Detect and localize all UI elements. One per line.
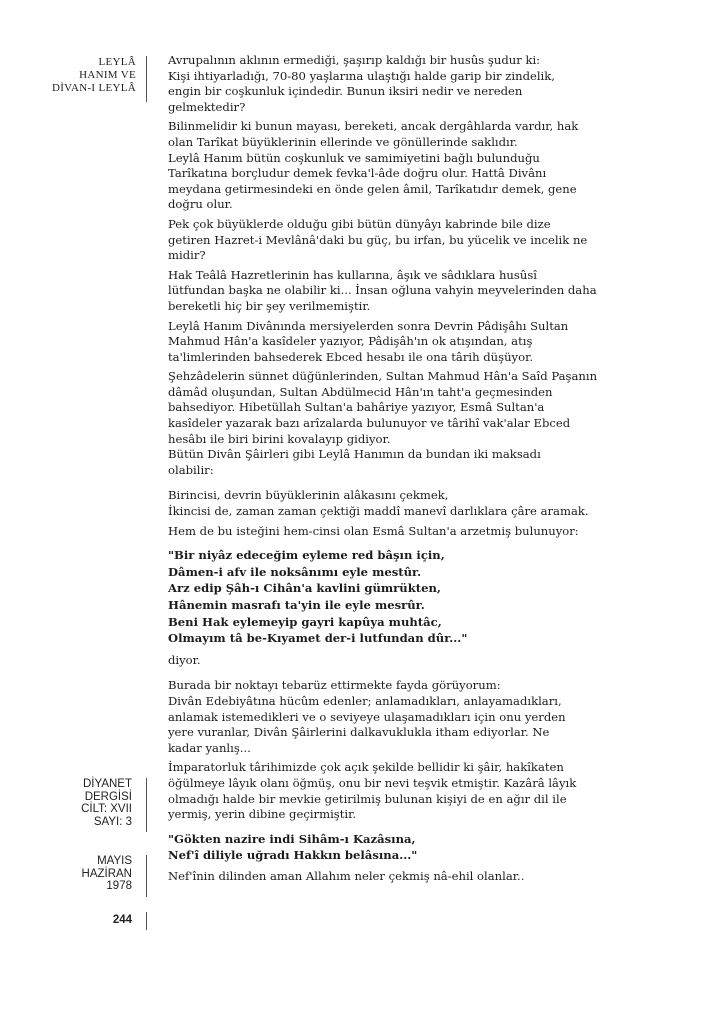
verse-line: Olmayım tâ be-Kıyamet der-i lutfundan dûr..." (168, 631, 468, 646)
quoted-poem (168, 547, 704, 647)
quoted-couplet (168, 831, 704, 863)
margin-rule-info (146, 778, 147, 832)
text-line: Bütün Divân Şâirleri gibi Leylâ Hanımın da bundan iki maksadı (168, 447, 541, 462)
text-line: öğülmeye lâyık olanı öğmüş, onu bir nevi teşvik etmiştir. Kazârâ lâyık (168, 775, 577, 790)
text-line: Tarîkatına borçludur demek fevka'l-âde doğru olur. Hattâ Divânı (168, 166, 547, 181)
margin-journal-info (40, 778, 132, 828)
text-line: Nef'înin dilinden aman Allahım neler çekmiş nâ-ehil olanlar.. (168, 868, 525, 883)
text-line: meydana getirmesindeki en önde gelen âmil, Tarîkatıdır demek, gene (168, 181, 577, 196)
text-line: lütfundan başka ne olabilir ki... İnsan oğluna vahyin meyvelerinden daha (168, 283, 597, 298)
margin-date (40, 855, 132, 893)
margin-title-line: LEYLÂ (98, 56, 136, 68)
text-line: bahsediyor. Hibetüllah Sultan'a bahâriye yazıyor, Esmâ Sultan'a (168, 400, 545, 415)
paragraph (168, 217, 704, 264)
verse-line: Beni Hak eylemeyip gayri kapûya muhtâc, (168, 614, 442, 629)
text-line: Leylâ Hanım bütün coşkunluk ve samimiyetini bağlı bulunduğu (168, 150, 540, 165)
journal-name-line: DİYANET (83, 778, 132, 790)
verse-line: Hânemin masrafı ta'yin ile eyle mesrûr. (168, 598, 425, 612)
paragraph (168, 653, 704, 669)
journal-issue: SAYI: 3 (93, 815, 132, 828)
text-line: İkincisi de, zaman zaman çektiği maddî manevî darlıklara çâre aramak. (168, 504, 589, 519)
text-line: Hem de bu isteğini hem-cinsi olan Esmâ Sultan'a arzetmiş bulunuyor: (168, 523, 579, 538)
text-line: olan Tarîkat büyüklerinin ellerinde ve gönüllerinde saklıdır. (168, 134, 518, 149)
text-line: Leylâ Hanım Divânında mersiyelerden sonra Devrin Pâdişâhı Sultan (168, 318, 569, 333)
date-month-1: MAYIS (97, 855, 132, 867)
text-line: olmadığı halde bir mevkie getirilmiş bulunan kişiyi de en ağır dil ile (168, 791, 567, 806)
text-line: olabilir: (168, 462, 214, 477)
text-line: Hak Teâlâ Hazretlerinin has kullarına, âşık ve sâdıklara husûsî (168, 267, 537, 282)
text-line: Pek çok büyüklerde olduğu gibi bütün dünyâyı kabrinde bile dize (168, 216, 551, 231)
margin-rule-page (146, 912, 147, 930)
text-line: ta'limlerinden bahsederek Ebced hesabı ile ona târih düşüyor. (168, 349, 534, 364)
page-number: 244 (112, 914, 132, 926)
text-line: kadar yanlış... (168, 740, 251, 755)
text-line: Kişi ihtiyarladığı, 70-80 yaşlarına ulaştığı halde garip bir zindelik, (168, 68, 555, 83)
verse-line: Nef'î diliyle uğradı Hakkın belâsına..." (168, 847, 418, 862)
text-line: diyor. (168, 652, 201, 667)
paragraph (168, 369, 704, 478)
paragraph (168, 678, 704, 756)
paragraph (168, 268, 704, 315)
margin-rule-date (146, 855, 147, 897)
text-line: bereketli hiç bir şey verilmemiştir. (168, 298, 371, 313)
text-line: Divân Edebiyâtına hücûm edenler; anlamadıkları, anlayamadıkları, (168, 693, 562, 708)
text-line: yere vuranlar, Divân Şâirlerini dalkavuklukla itham ediyorlar. Ne (168, 725, 550, 740)
margin-rule-top (146, 56, 147, 102)
text-line: getiren Hazret-i Mevlânâ'daki bu güç, bu irfan, bu yücelik ve incelik ne (168, 232, 588, 247)
margin-title-line: DİVAN-I LEYLÂ (51, 82, 136, 94)
paragraph (168, 869, 704, 885)
paragraph (168, 524, 704, 540)
date-month-2: HAZİRAN (81, 867, 132, 880)
article-body (168, 53, 704, 888)
text-line: dâmâd oluşundan, Sultan Abdülmecid Hân'ın taht'a geçmesinden (168, 384, 553, 399)
paragraph (168, 119, 704, 213)
date-year: 1978 (106, 880, 132, 892)
text-line: engin bir coşkunluk içindedir. Bunun iksiri nedir ve nereden (168, 84, 523, 99)
text-line: Burada bir noktayı tebarüz ettirmekte fayda görüyorum: (168, 678, 501, 693)
text-line: Birincisi, devrin büyüklerinin alâkasını çekmek, (168, 488, 449, 503)
text-line: gelmektedir? (168, 99, 246, 114)
text-line: anlamak istemedikleri ve o seviyeye ulaşamadıkları için onu yerden (168, 709, 566, 724)
verse-line: Dâmen-i afv ile noksânımı eyle mestûr. (168, 564, 422, 579)
text-line: hesâbı ile biri birini kovalayıp gidiyor. (168, 431, 391, 446)
text-line: Şehzâdelerin sünnet düğünlerinden, Sultan Mahmud Hân'a Saîd Paşanın (168, 369, 598, 384)
text-line: midir? (168, 248, 206, 263)
paragraph (168, 319, 704, 366)
journal-volume: CİLT: XVII (81, 803, 132, 815)
paragraph (168, 53, 704, 115)
paragraph (168, 760, 704, 822)
text-line: Avrupalının aklının ermediği, şaşırıp kaldığı bir husûs şudur ki: (168, 53, 541, 67)
journal-name-line: DERGİSİ (84, 790, 132, 803)
text-line: doğru olur. (168, 197, 233, 212)
verse-line: "Gökten nazire indi Sihâm-ı Kazâsına, (168, 831, 416, 846)
verse-line: Arz edip Şâh-ı Cihân'a kavlini gümrükten, (168, 581, 441, 596)
text-line: Bilinmelidir ki bunun mayası, bereketi, ancak dergâhlarda vardır, hak (168, 119, 579, 134)
verse-line: "Bir niyâz edeceğim eyleme red bâşın için, (168, 548, 445, 563)
margin-title-line: HANIM VE (79, 69, 136, 81)
text-line: İmparatorluk târihimizde çok açık şekilde bellidir ki şâir, hakîkaten (168, 760, 564, 775)
text-line: Mahmud Hân'a kasîdeler yazıyor, Pâdişâh'ın ok atışından, atış (168, 334, 533, 349)
margin-article-title (18, 56, 136, 95)
text-line: yermiş, yerin dibine geçirmiştir. (168, 807, 357, 822)
paragraph (168, 488, 704, 519)
text-line: kasîdeler yazarak bazı arîzalarda bulunuyor ve târihî vak'alar Ebced (168, 416, 571, 431)
